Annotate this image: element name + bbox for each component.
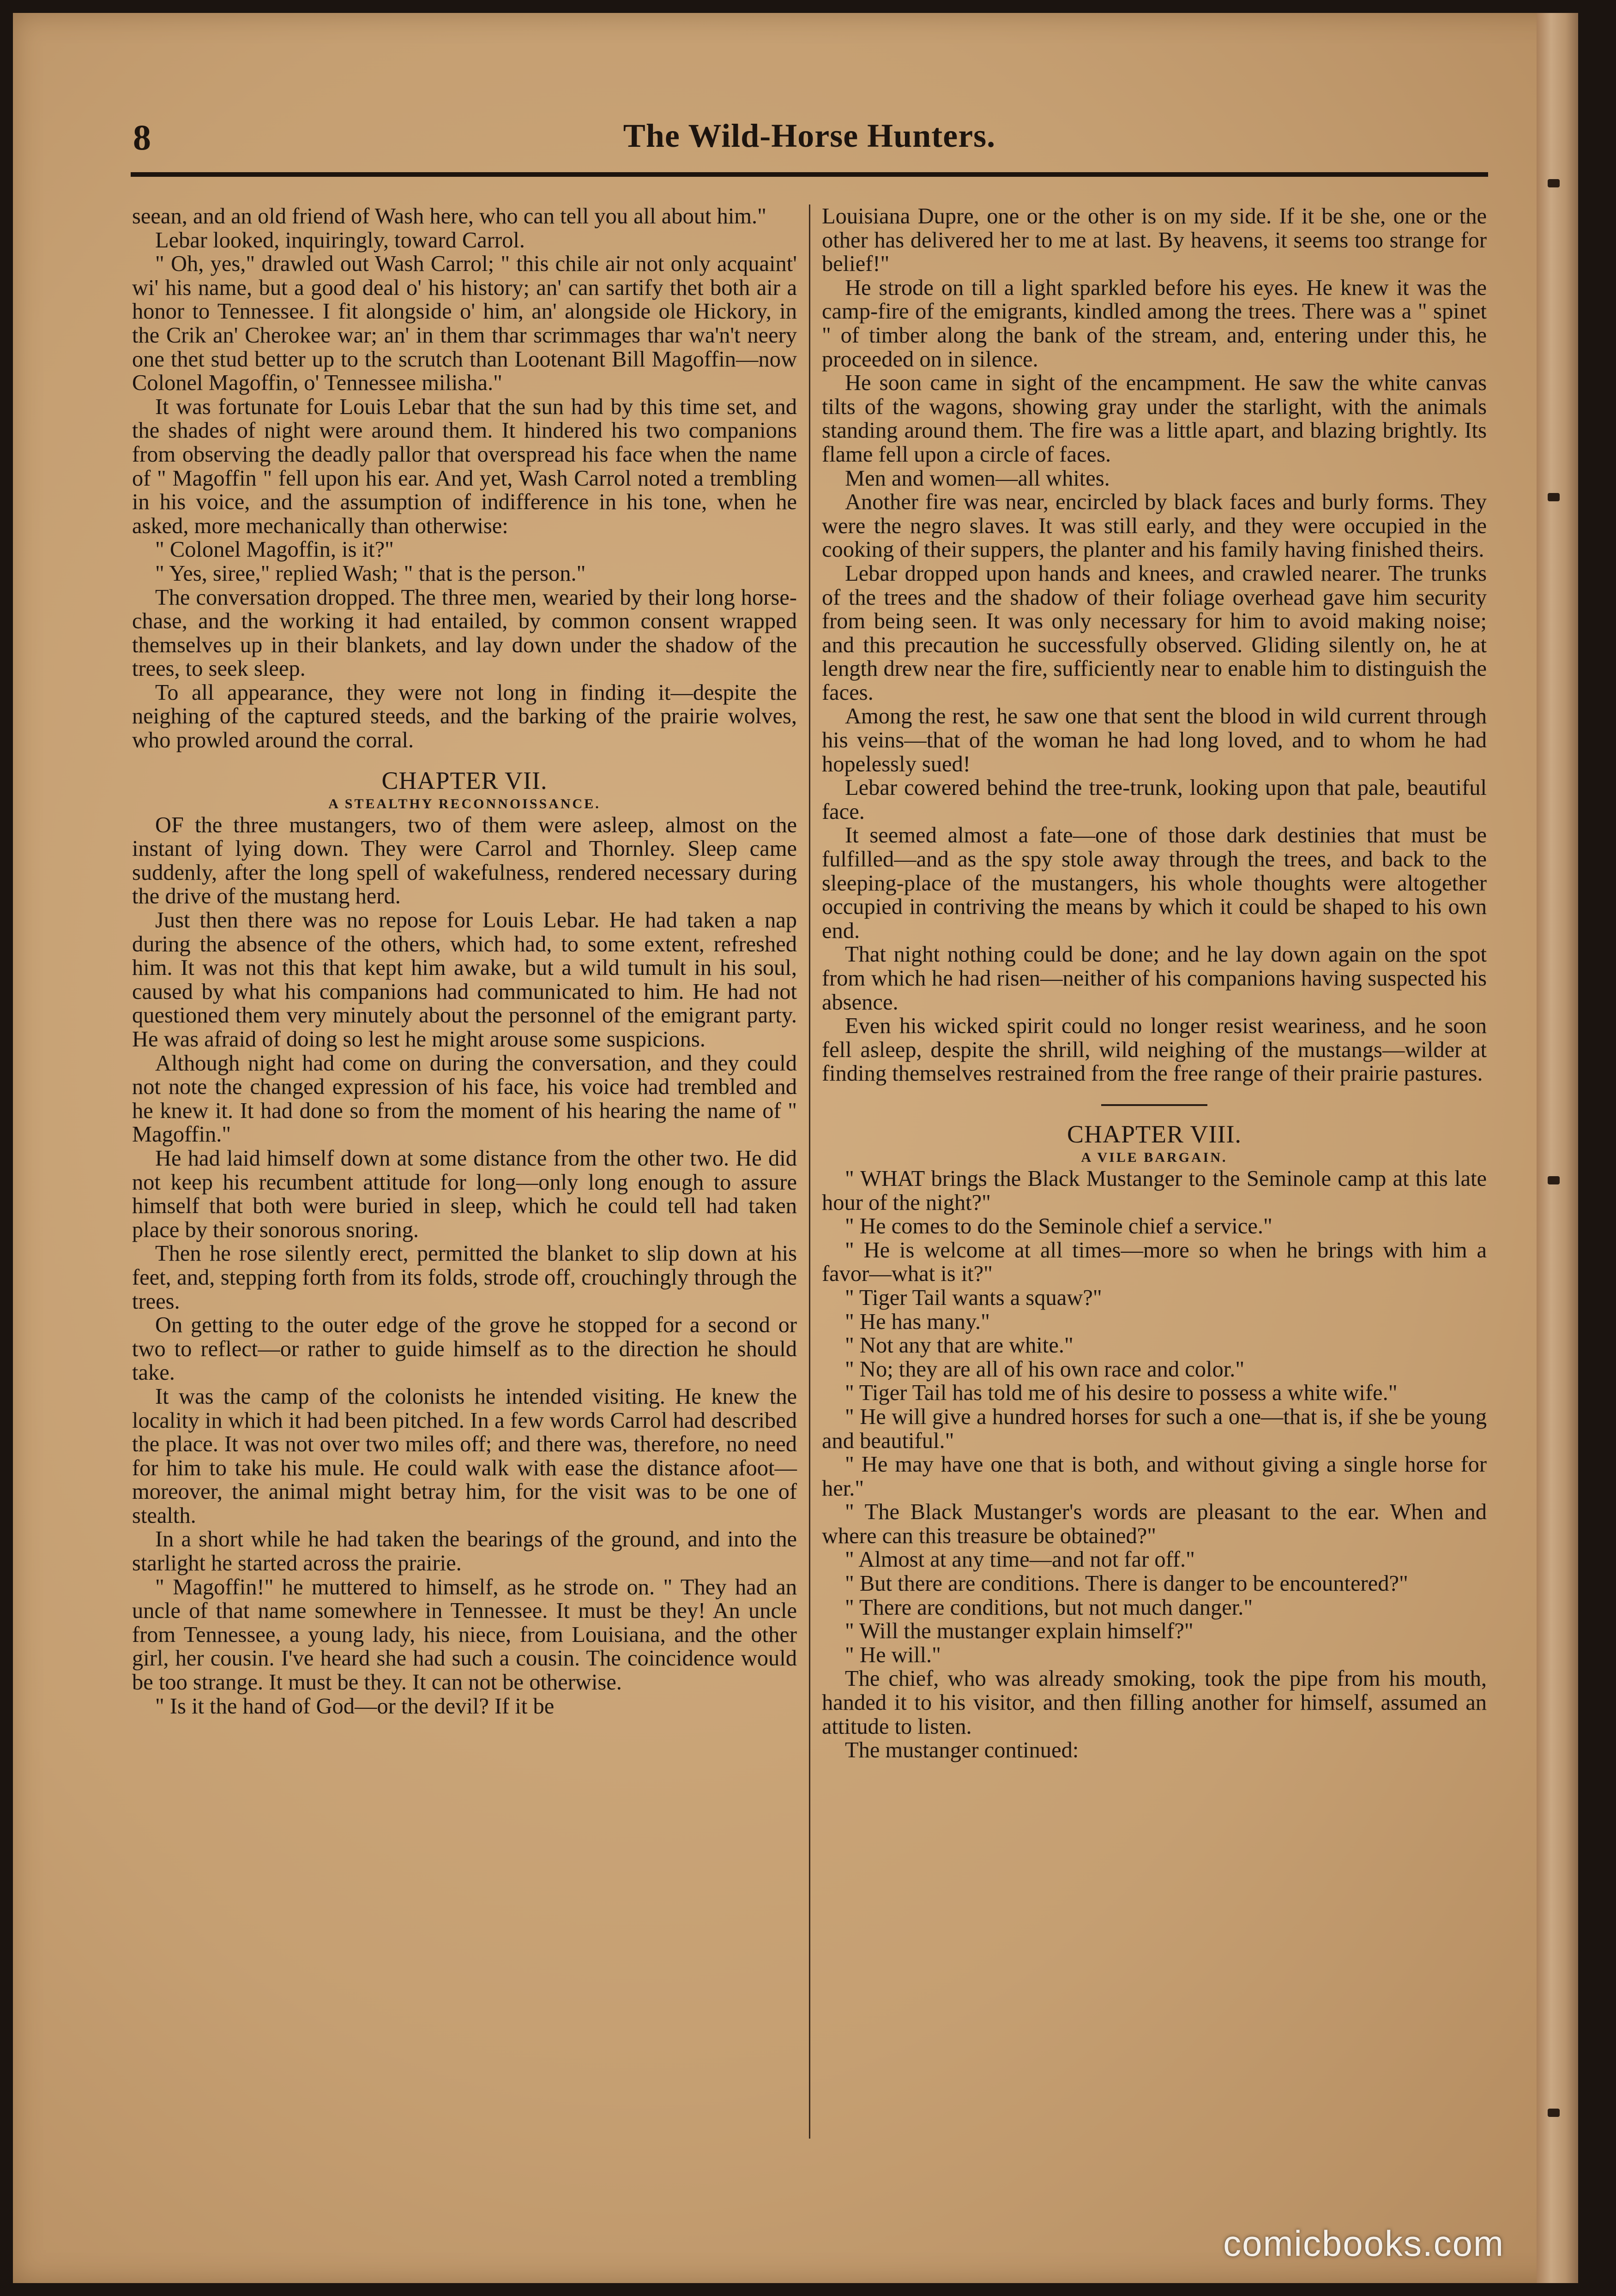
paragraph: " WHAT brings the Black Mustanger to the Seminole camp at this late hour of the night?" xyxy=(822,1166,1487,1215)
paragraph: " But there are conditions. There is danger to be encountered?" xyxy=(845,1571,1408,1596)
paragraph: " Yes, siree," replied Wash; " that is the person." xyxy=(155,561,586,586)
chapter-subtitle: A STEALTHY RECONNOISSANCE. xyxy=(328,796,601,811)
paragraph: Lebar cowered behind the tree-trunk, looking upon that pale, beautiful face. xyxy=(822,775,1487,824)
paragraph: " He is welcome at all times—more so when he brings with him a favor—what is it?" xyxy=(822,1238,1487,1286)
binding-spine xyxy=(1537,13,1578,2283)
paragraph: OF the three mustangers, two of them were asleep, almost on the instant of lying down. They were Carrol and Thornley. Sleep came suddenly, after the long spell of wakefulness, rendered necessary during the drive of the mustang herd. xyxy=(132,812,797,909)
page-number: 8 xyxy=(133,117,151,157)
paragraph: Although night had come on during the conversation, and they could not note the changed expression of his face, his voice had trembled and he knew it. It had done so from the moment of his hearing the name of " Magoffin." xyxy=(132,1051,797,1147)
paragraph: " He will give a hundred horses for such a one—that is, if she be young and beautiful." xyxy=(822,1404,1487,1453)
paragraph: " Oh, yes," drawled out Wash Carrol; " this chile air not only acquaint' wi' his name, but a good deal o' his history; an' can sartify thet both air a honor to Tennessee. I fit alongside o' him, an' alongside ole Hickory, in the Crik an' Cherokee war; an' in them thar scrimmages thar wa'n't neery one thet stud better up to the scrutch than Lootenant Bill Magoffin—now Colonel Magoffin, o' Tennessee milisha." xyxy=(132,252,797,396)
right-column xyxy=(822,204,1487,2134)
magazine-page xyxy=(13,13,1578,2283)
paragraph: The chief, who was already smoking, took the pipe from his mouth, handed it to his visitor, and then filling another for himself, assumed an attitude to listen. xyxy=(822,1666,1487,1739)
paragraph: " Tiger Tail wants a squaw?" xyxy=(845,1285,1102,1310)
running-title: The Wild-Horse Hunters. xyxy=(623,117,996,154)
staple-mark xyxy=(1548,179,1560,187)
paragraph: Another fire was near, encircled by black faces and burly forms. They were the negro slaves. It was still early, and they were occupied in the cooking of their suppers, the planter and his family having finished theirs. xyxy=(822,490,1487,562)
paragraph: " He has many." xyxy=(845,1309,990,1334)
paragraph: The conversation dropped. The three men, wearied by their long horse-chase, and the working it had entailed, by common consent wrapped themselves up in their blankets, and lay down under the shadow of the trees, to seek sleep. xyxy=(132,585,797,681)
paragraph: On getting to the outer edge of the grove he stopped for a second or two to reflect—or rather to guide himself as to the direction he should take. xyxy=(132,1313,797,1385)
paragraph: It was fortunate for Louis Lebar that the sun had by this time set, and the shades of night were around them. It hindered his two companions from observing the deadly pallor that overspread his face when the name of " Magoffin " fell upon his ear. And yet, Wash Carrol noted a trembling in his voice, and the assumption of indifference in his tone, when he asked, more mechanically than otherwise: xyxy=(132,394,797,538)
paragraph: " Magoffin!" he muttered to himself, as he strode on. " They had an uncle of that name somewhere in Tennessee. It must be they! An uncle from Tennessee, a young lady, his niece, from Louisiana, and the other girl, her cousin. I've heard she had such a cousin. The coincidence would be too strange. It must be they. It can not be otherwise. xyxy=(132,1575,797,1695)
paragraph: Then he rose silently erect, permitted the blanket to slip down at his feet, and, stepping forth from its folds, strode off, crouchingly through the trees. xyxy=(132,1241,797,1314)
paragraph: Men and women—all whites. xyxy=(845,466,1110,491)
chapter-subtitle: A VILE BARGAIN. xyxy=(1081,1149,1228,1165)
paragraph: Just then there was no repose for Louis Lebar. He had taken a nap during the absence of the others, which had, to some extent, refreshed him. It was not this that kept him awake, but a wild tumult in his soul, caused by what his companions had communicated to him. He had not questioned them very minutely about the personnel of the emigrant party. He was afraid of doing so lest he might arouse some suspicions. xyxy=(132,908,797,1052)
paragraph: Even his wicked spirit could no longer resist weariness, and he soon fell asleep, despite the shrill, wild neighing of the mustangs—wilder at finding themselves restrained from the free range of their prairie pastures. xyxy=(822,1014,1487,1086)
header-rule xyxy=(131,172,1488,177)
paragraph: He soon came in sight of the encampment. He saw the white canvas tilts of the wagons, showing gray under the starlight, with the animals standing around them. The fire was a little apart, and blazing brightly. Its flame fell upon a circle of faces. xyxy=(822,371,1487,467)
staple-mark xyxy=(1548,2109,1560,2117)
paragraph: The mustanger continued: xyxy=(845,1738,1079,1763)
paragraph: Lebar looked, inquiringly, toward Carrol. xyxy=(155,228,525,252)
paragraph: In a short while he had taken the bearings of the ground, and into the starlight he started across the prairie. xyxy=(132,1527,797,1576)
paragraph: " Almost at any time—and not far off." xyxy=(845,1547,1195,1572)
watermark-text: comicbooks.com xyxy=(1223,2223,1504,2264)
staple-mark xyxy=(1548,1176,1560,1184)
paragraph: He strode on till a light sparkled before his eyes. He knew it was the camp-fire of the emigrants, kindled among the trees. There was a " spinet " of timber along the bank of the stream, and, entering under this, he proceeded on in silence. xyxy=(822,275,1487,372)
chapter-title: CHAPTER VIII. xyxy=(1067,1120,1242,1148)
paragraph: " Tiger Tail has told me of his desire to possess a white wife." xyxy=(845,1381,1398,1406)
paragraph: That night nothing could be done; and he lay down again on the spot from which he had risen—neither of his companions having suspected his absence. xyxy=(822,942,1487,1015)
paragraph: " He comes to do the Seminole chief a service." xyxy=(845,1214,1272,1239)
left-column xyxy=(132,204,797,2134)
staple-mark xyxy=(1548,493,1560,501)
paragraph: " Is it the hand of God—or the devil? If it be xyxy=(155,1694,555,1719)
paragraph: It seemed almost a fate—one of those dark destinies that must be fulfilled—and as the spy stole away through the trees, and back to the sleeping-place of the mustangers, his whole thoughts were altogether occupied in contriving the means by which it could be shaped to his own end. xyxy=(822,823,1487,943)
paragraph: " Will the mustanger explain himself?" xyxy=(845,1619,1194,1644)
paragraph: " He may have one that is both, and without giving a single horse for her." xyxy=(822,1452,1487,1501)
column-divider xyxy=(809,204,810,2139)
paragraph: " No; they are all of his own race and color." xyxy=(845,1357,1245,1382)
section-rule xyxy=(1101,1104,1207,1106)
paragraph: seean, and an old friend of Wash here, who can tell you all about him." xyxy=(132,204,766,228)
paragraph: Louisiana Dupre, one or the other is on my side. If it be she, one or the other has delivered her to me at last. By heavens, it seems too strange for belief!" xyxy=(822,204,1487,276)
paragraph: " He will." xyxy=(845,1642,941,1667)
chapter-title: CHAPTER VII. xyxy=(381,766,548,794)
paragraph: To all appearance, they were not long in finding it—despite the neighing of the captured steeds, and the barking of the prairie wolves, who prowled around the corral. xyxy=(132,680,797,753)
paragraph: It was the camp of the colonists he intended visiting. He knew the locality in which it had been pitched. In a few words Carrol had described the place. It was not over two miles off; and there was, therefore, no need for him to take his mule. He could walk with ease the distance afoot—moreover, the animal might betray him, for the visit was to be one of stealth. xyxy=(132,1384,797,1528)
paragraph: Lebar dropped upon hands and knees, and crawled nearer. The trunks of the trees and the shadow of their foliage overhead gave him security from being seen. It was only necessary for him to avoid making noise; and this precaution he successfully observed. Gliding silently on, he at length drew near the fire, sufficiently near to enable him to distinguish the faces. xyxy=(822,561,1487,705)
paragraph: " There are conditions, but not much danger." xyxy=(845,1595,1253,1620)
page-header xyxy=(133,117,1486,172)
paragraph: Among the rest, he saw one that sent the blood in wild current through his veins—that of the woman he had long loved, and to whom he had hopelessly sued! xyxy=(822,704,1487,776)
paragraph: He had laid himself down at some distance from the other two. He did not keep his recumbent attitude for long—only long enough to assure himself that both were buried in sleep, which he could tell had taken place by their sonorous snoring. xyxy=(132,1146,797,1242)
paragraph: " Not any that are white." xyxy=(845,1333,1073,1358)
paragraph: " The Black Mustanger's words are pleasant to the ear. When and where can this treasure be obtained?" xyxy=(822,1500,1487,1548)
paragraph: " Colonel Magoffin, is it?" xyxy=(155,537,394,562)
